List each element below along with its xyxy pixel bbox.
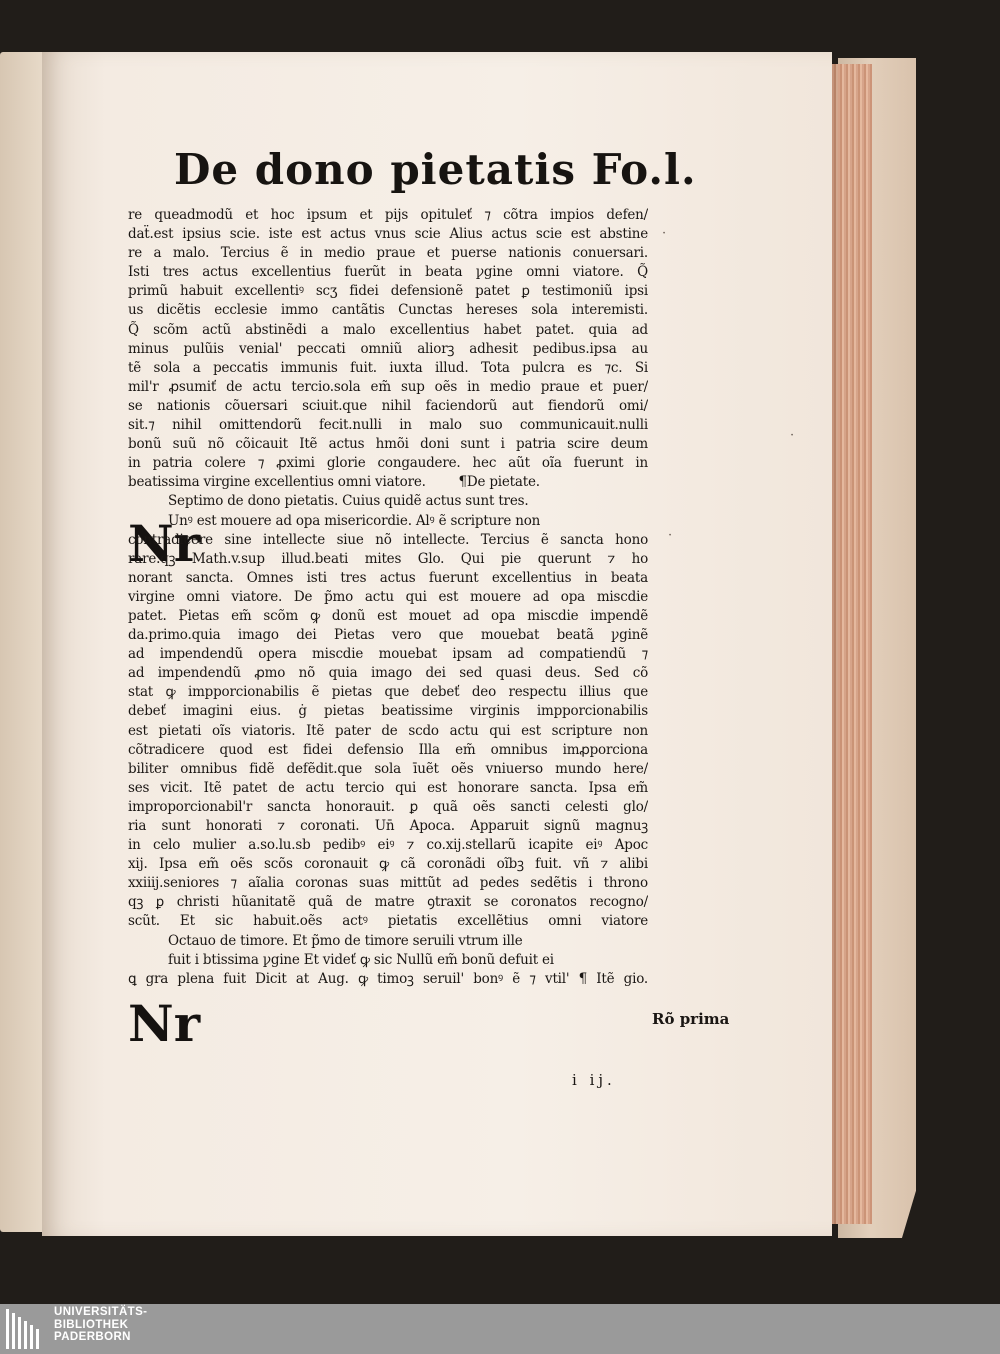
- text-line: norant sancta. Omnes isti tres actus fuerunt excellentius in beata: [128, 569, 648, 586]
- text-line: fuit i btissima ꝩgine Et videť ꝙ sic Nullũ em̃ bonũ defuit ei: [168, 951, 554, 968]
- text-line: ad impendendũ ꝓmo nõ quia imago dei sed quasi deus. Sed cõ: [128, 665, 648, 682]
- text-line: scũt. Et sic habuit.oẽs actꝰ pietatis excellẽtius omni viatore: [128, 913, 648, 930]
- text-line: Unꝰ est mouere ad opa misericordie. Alꝰ ẽ scripture non: [168, 512, 541, 529]
- text-line: Isti tres actus excellentius fuerũt in beata ꝩgine omni viatore. Q̃: [128, 264, 648, 281]
- margin-speck: ·: [790, 428, 795, 443]
- text-line: us dicẽtis ecclesie immo cantãtis Cunctas hereses sola interemisti.: [128, 302, 648, 319]
- text-line: xij. Ipsa em̃ oẽs scõs coronauit ꝙ cã coronãdi oĩbꝫ fuit. vñ ⁊ alibi: [128, 856, 648, 873]
- library-logo-icon: [6, 1309, 44, 1349]
- text-line: qꝫ ꝑ christi hũanitatẽ quã de matre ꝯtraxit se coronatos recogno/: [128, 894, 648, 911]
- text-line: virgine omni viatore. De p̃mo actu qui est mouere ad opa miscdie: [128, 588, 648, 605]
- text-line: bonũ suũ nõ cõicauit Itẽ actus hmõi doni sunt i patria scire deum: [128, 436, 648, 453]
- signature-mark: i ij.: [572, 1071, 616, 1089]
- margin-speck: ·: [668, 528, 673, 543]
- text-line: rare.qꝫ Math.v.sup illud.beati mites Glo. Qui pie querunt ⁊ ho: [128, 550, 648, 567]
- text-line: daẗ.est ipsius scie. iste est actus vnus scie Alius actus scie est abstine: [128, 226, 648, 243]
- book-cover-left: [0, 52, 48, 1232]
- text-line: re queadmodũ et hoc ipsum et pijs opituleť ⁊ cõtra impios defen/: [128, 207, 648, 223]
- text-line: beatissima virgine excellentius omni viatore. ¶De pietate.: [128, 474, 540, 491]
- text-line: se nationis cõuersari sciuit.que nihil faciendorũ aut fiendorũ omi/: [128, 397, 648, 414]
- text-line: in patria colere ⁊ ꝓximi glorie congaudere. hec aũt oĩa fuerunt in: [128, 455, 648, 472]
- text-line: Q̃ scõm actũ abstinẽdi a malo excellentius habet patet. quia ad: [128, 321, 648, 338]
- text-line: biliter omnibus fidẽ defẽdit.que sola īuẽt oẽs vniuerso mundo here/: [128, 760, 648, 777]
- logo-line: BIBLIOTHEK: [54, 1318, 129, 1331]
- text-line: mil'r ꝓsumiť de actu tercio.sola em̃ sup oẽs in medio praue et puer/: [128, 378, 648, 395]
- page-header: De dono pietatis Fo.l.: [174, 145, 697, 194]
- marginal-note: Rõ prima: [652, 1010, 730, 1028]
- text-line: contradicere sine intellecte siue nõ intellecte. Tercius ẽ sancta hono: [128, 531, 648, 548]
- text-line: da.primo.quia imago dei Pietas vero que mouebat beatã ꝩginẽ: [128, 627, 648, 644]
- logo-line: PADERBORN: [54, 1331, 131, 1343]
- text-line: ses vicit. Itẽ patet de actu tercio qui est honorare sancta. Ipsa em̃: [128, 779, 648, 796]
- text-line: stat ꝙ impporcionabilis ẽ pietas que debeť deo respectu illius que: [128, 684, 648, 701]
- text-line: xxiiij.seniores ⁊ aĩalia coronas suas mittũt ad pedes sedẽtis i throno: [128, 875, 648, 892]
- text-line: ad impendendũ opera miscdie mouebat ipsam ad compatiendũ ⁊: [128, 646, 648, 663]
- drop-capital: Nr: [128, 514, 201, 573]
- text-line: in celo mulier a.so.lu.sb pedibꝰ eiꝰ ⁊ co.xij.stellarũ icapite eiꝰ Apoc: [128, 837, 648, 854]
- logo-line: UNIVERSITÄTS-: [54, 1306, 148, 1318]
- library-logo-text: [54, 1306, 147, 1344]
- text-line: patet. Pietas em̃ scõm ꝙ donũ est mouet ad opa miscdie impendẽ: [128, 607, 648, 624]
- text-column: [128, 206, 648, 989]
- text-line: minus pulũis venial' peccati omniũ aliorꝫ adhesit pedibus.ipsa au: [128, 340, 648, 357]
- text-line: primũ habuit excellentiꝰ scʒ fidei defensionẽ patet ꝑ testimoniũ ipsi: [128, 283, 648, 300]
- margin-speck: ·: [662, 226, 667, 241]
- text-line: ꝗ gra plena fuit Dicit at Aug. ꝙ timoꝫ seruil' bonꝰ ẽ ⁊ vtil' ¶ Itẽ gio.: [128, 970, 648, 987]
- drop-capital: Nr: [128, 994, 201, 1053]
- text-line: sit.⁊ nihil omittendorũ fecit.nulli in malo suo communicauit.nulli: [128, 417, 648, 434]
- text-line: est pietati oĩs viatoris. Itẽ pater de scdo actu qui est scripture non: [128, 722, 648, 739]
- text-line: cõtradicere quod est fidei defensio Illa em̃ omnibus imꝓporciona: [128, 741, 648, 758]
- text-line: tẽ sola a peccatis immunis fuit. iuxta illud. Tota pulcra es ⁊c. Si: [128, 359, 648, 376]
- text-line: Septimo de dono pietatis. Cuius quidẽ actus sunt tres.: [168, 493, 529, 510]
- text-line: debeť imagini eius. ġ pietas beatissime virginis impporcionabilis: [128, 703, 648, 720]
- footer-bar: [0, 1304, 1000, 1354]
- text-line: re a malo. Tercius ẽ in medio praue et puerse nationis conuersari.: [128, 245, 648, 262]
- text-line: ria sunt honorati ⁊ coronati. Un̄ Apoca. Apparuit signũ magnuꝫ: [128, 818, 648, 834]
- text-line: improporcionabil'r sancta honorauit. ꝑ quã oẽs sancti celesti glo/: [128, 798, 648, 815]
- text-line: Octauo de timore. Et p̃mo de timore seruili vtrum ille: [168, 932, 523, 949]
